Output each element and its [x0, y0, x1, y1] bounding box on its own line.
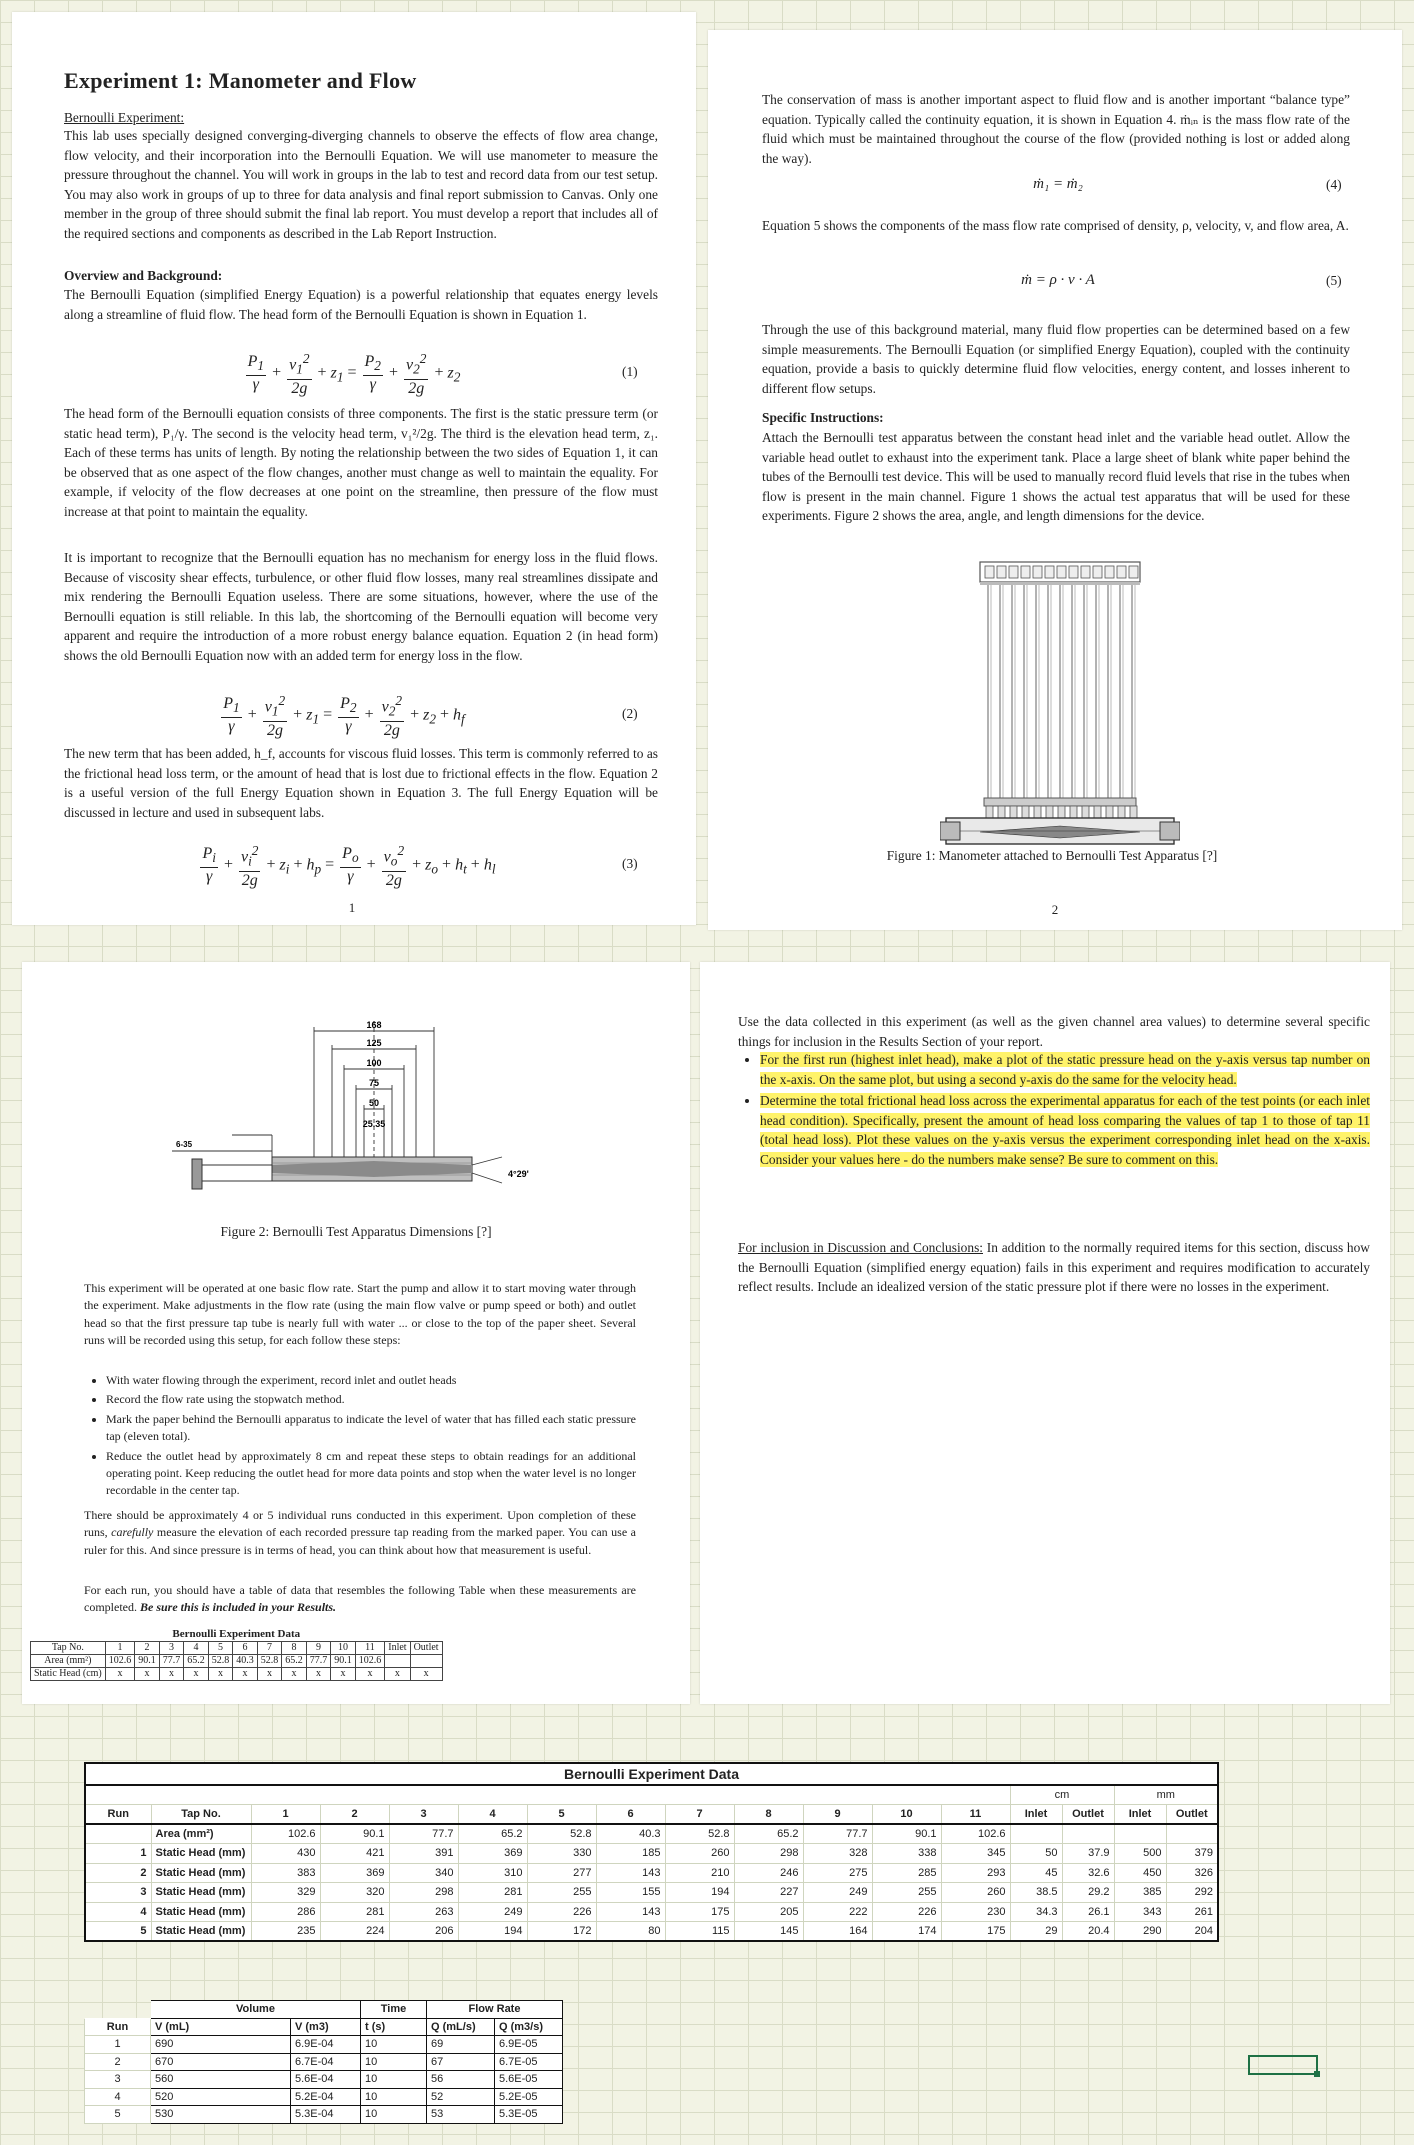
sample-cell: 9	[306, 1641, 331, 1654]
sample-cell: 102.6	[355, 1654, 385, 1667]
static-head-cell[interactable]: 175	[941, 1922, 1010, 1942]
static-head-cell[interactable]: 115	[665, 1922, 734, 1942]
sample-table-row	[31, 1654, 443, 1667]
sample-cell: x	[184, 1667, 209, 1680]
flow-rate-cell[interactable]: 690	[151, 2036, 291, 2054]
runs-paragraph	[84, 1507, 636, 1559]
sample-cell: x	[257, 1667, 282, 1680]
sample-cell: 3	[159, 1641, 184, 1654]
procedure-step: • Mark the paper behind the Bernoulli apparatus to indicate the level of water that has filled each static pressure tap (eleven total).	[106, 1411, 636, 1446]
flow-rate-cell[interactable]: 4	[85, 2088, 151, 2106]
flow-rate-cell[interactable]: 53	[427, 2106, 495, 2124]
dim-angle-label: 4°29'	[508, 1169, 529, 1179]
table-instruction-text: For each run, you should have a table of data that resembles the following Table when these measurements are completed.	[84, 1583, 636, 1615]
flow-rate-cell[interactable]: 69	[427, 2036, 495, 2054]
dim-100-label: 100	[366, 1058, 382, 1068]
flow-rate-group-header: Flow Rate	[427, 2001, 563, 2019]
static-head-cell[interactable]: 379	[1166, 1844, 1218, 1864]
header-cell: 6	[596, 1805, 665, 1825]
header-cell: Inlet	[1010, 1805, 1062, 1825]
document-page-4	[700, 962, 1390, 1704]
flow-rate-cell[interactable]: 10	[361, 2088, 427, 2106]
header-cell: 9	[803, 1805, 872, 1825]
static-head-cell[interactable]: 206	[389, 1922, 458, 1942]
sample-cell: 90.1	[331, 1654, 356, 1667]
runs-text-emphasis: carefully	[111, 1525, 154, 1540]
dim-side-label: 6-35	[176, 1140, 193, 1149]
equation-4: ṁ₁ = ṁ₂	[1033, 176, 1083, 192]
static-head-cell[interactable]: 29	[1010, 1922, 1062, 1942]
area-cell: 77.7	[389, 1824, 458, 1844]
sample-cell: 7	[257, 1641, 282, 1654]
static-head-cell[interactable]: 430	[251, 1844, 320, 1864]
document-page-2	[708, 30, 1402, 930]
sample-cell: 6	[233, 1641, 258, 1654]
sample-cell: 77.7	[306, 1654, 331, 1667]
static-head-cell[interactable]: 275	[803, 1863, 872, 1883]
flow-rate-cell[interactable]: 6.7E-05	[495, 2053, 563, 2071]
run-number-cell[interactable]: 3	[85, 1883, 151, 1903]
sample-cell: 40.3	[233, 1654, 258, 1667]
time-group-header: Time	[361, 2001, 427, 2019]
static-head-cell[interactable]: 246	[734, 1863, 803, 1883]
procedure-steps-list	[84, 1372, 636, 1502]
static-head-cell[interactable]: 292	[1166, 1883, 1218, 1903]
flow-rate-cell[interactable]: 5.2E-04	[291, 2088, 361, 2106]
header-cell: 2	[320, 1805, 389, 1825]
header-cell: Inlet	[1114, 1805, 1166, 1825]
static-head-cell[interactable]: 281	[320, 1902, 389, 1922]
static-head-cell[interactable]: 185	[596, 1844, 665, 1864]
static-head-row	[85, 1844, 1218, 1864]
static-head-cell[interactable]: 26.1	[1062, 1902, 1114, 1922]
static-head-cell[interactable]: 249	[803, 1883, 872, 1903]
sample-cell: 1	[105, 1641, 135, 1654]
header-cell: 5	[527, 1805, 596, 1825]
area-cell: 90.1	[320, 1824, 389, 1844]
static-head-cell[interactable]: 143	[596, 1863, 665, 1883]
static-head-cell[interactable]: 298	[389, 1883, 458, 1903]
static-head-row	[85, 1922, 1218, 1942]
static-head-row	[85, 1902, 1218, 1922]
sample-cell: Inlet	[385, 1641, 410, 1654]
flow-rate-row	[85, 2053, 563, 2071]
page-number-2: 2	[1051, 902, 1059, 917]
sample-cell: 8	[282, 1641, 307, 1654]
static-head-cell[interactable]: 286	[251, 1902, 320, 1922]
static-head-cell[interactable]: 369	[320, 1863, 389, 1883]
procedure-step: • Reduce the outlet head by approximately 8 cm and repeat these steps to obtain readings for an additional operating point. Keep reducing the outlet head for more data points and stop when the water level is no longer recordable in the center tap.	[106, 1448, 636, 1500]
header-cell: 8	[734, 1805, 803, 1825]
dim-125-label: 125	[366, 1038, 382, 1048]
equation-2: $\frac{P_1}{\gamma}$ + $\frac{v_1^2}{2g}$ + $z_1$ = $\frac{P_2}{\gamma}$ + $\frac{v_2^2}{2g}$ + $z_2 + h_f$	[223, 693, 465, 739]
figure-1-caption: Figure 1: Manometer attached to Bernoulli Test Apparatus [?]	[886, 848, 1218, 863]
flow-rate-cell[interactable]: 670	[151, 2053, 291, 2071]
static-head-cell[interactable]: 290	[1114, 1922, 1166, 1942]
flow-rate-cell[interactable]: 520	[151, 2088, 291, 2106]
static-head-cell[interactable]: 29.2	[1062, 1883, 1114, 1903]
static-head-cell[interactable]: 281	[458, 1883, 527, 1903]
dim-168-label: 168	[366, 1020, 382, 1030]
background-paragraph: Through the use of this background material, many fluid flow properties can be determined based on a few simple measurements. The Bernoulli Equation (or simplified Energy Equation), coupled with the continuity equation, provide a basis to quickly determine fluid flow velocities, energy content, and losses inherent to different flow setups.	[762, 322, 1350, 396]
static-head-row	[85, 1883, 1218, 1903]
static-head-cell[interactable]: 343	[1114, 1902, 1166, 1922]
document-title: Experiment 1: Manometer and Flow	[64, 68, 417, 93]
row-label-cell[interactable]: Static Head (mm)	[151, 1902, 251, 1922]
flow-rate-cell[interactable]: 6.7E-04	[291, 2053, 361, 2071]
results-instruction-item	[760, 1050, 1370, 1089]
static-head-cell[interactable]: 32.6	[1062, 1863, 1114, 1883]
volume-subheader: V (mL)	[151, 2018, 291, 2036]
static-head-cell[interactable]: 172	[527, 1922, 596, 1942]
static-head-cell[interactable]: 261	[1166, 1902, 1218, 1922]
bernoulli-heading: Bernoulli Experiment:	[64, 110, 185, 125]
discussion-text: In addition to the normally required items for this section, discuss how the Bernoulli Equation (simplified energy equation) fails in this experiment and requires modification to accurately reflect results. Include an idealized version of the static pressure plot if there were no losses in the experiment.	[738, 1240, 1370, 1295]
bernoulli-data-sheet	[84, 1762, 1219, 1942]
static-head-cell[interactable]: 226	[527, 1902, 596, 1922]
page-number-1: 1	[348, 900, 356, 915]
flow-rate-cell[interactable]: 52	[427, 2088, 495, 2106]
procedure-step: • With water flowing through the experiment, record inlet and outlet heads	[106, 1372, 636, 1389]
static-head-cell[interactable]: 345	[941, 1844, 1010, 1864]
run-number-cell[interactable]: 2	[85, 1863, 151, 1883]
static-head-cell[interactable]: 255	[872, 1883, 941, 1903]
volume-subheader: Q (m3/s)	[495, 2018, 563, 2036]
static-head-cell[interactable]: 230	[941, 1902, 1010, 1922]
area-cell: 102.6	[941, 1824, 1010, 1844]
sample-cell: 11	[355, 1641, 385, 1654]
results-intro-paragraph: Use the data collected in this experiment (as well as the given channel area values) to determine several specific things for inclusion in the Results Section of your report.	[738, 1014, 1370, 1049]
highlighted-text: Determine the total frictional head loss across the experimental apparatus for each of the test points (or each inlet head condition). Specifically, present the amount of head loss comparing the values of tap 1 to those of tap 11 (total head loss). Plot these values on the y-axis versus the experiment corresponding inlet head on the x-axis. Consider your values here - do the numbers make sense? Be sure to comment on this.	[760, 1093, 1370, 1167]
overview-heading: Overview and Background:	[64, 268, 223, 283]
document-page-3	[22, 962, 690, 1704]
sample-cell: x	[331, 1667, 356, 1680]
mass-conservation-paragraph: The conservation of mass is another important aspect to fluid flow and is another important “balance type” equation. Typically called the continuity equation, it is shown in Equation 4. ṁᵢₙ is the mass flow rate of the fluid which must be maintained throughout the course of the flow (provided nothing is lost or added along the way).	[762, 92, 1350, 166]
area-row	[85, 1824, 1218, 1844]
static-head-cell[interactable]: 210	[665, 1863, 734, 1883]
static-head-cell[interactable]: 145	[734, 1922, 803, 1942]
flow-rate-row	[85, 2106, 563, 2124]
flow-rate-cell[interactable]: 560	[151, 2071, 291, 2089]
static-head-cell[interactable]: 37.9	[1062, 1844, 1114, 1864]
volume-subheader: Run	[85, 2018, 151, 2036]
static-head-cell[interactable]: 338	[872, 1844, 941, 1864]
static-head-cell[interactable]: 330	[527, 1844, 596, 1864]
flow-rate-row	[85, 2088, 563, 2106]
equation-5-intro: Equation 5 shows the components of the mass flow rate comprised of density, ρ, velocity, v, and flow area, A.	[762, 218, 1349, 233]
row-label-cell[interactable]: Static Head (mm)	[151, 1863, 251, 1883]
volume-group-header: Volume	[151, 2001, 361, 2019]
sample-cell	[385, 1654, 410, 1667]
new-term-paragraph: The new term that has been added, h_f, accounts for viscous fluid losses. This term is commonly referred to as the frictional head loss term, or the amount of head that is lost due to frictional effects in the flow. Equation 2 is a useful version of the full Energy Equation shown in Equation 3. The full Energy Equation will be discussed in lecture and used in subsequent labs.	[64, 746, 658, 820]
flow-rate-cell[interactable]: 10	[361, 2053, 427, 2071]
sample-cell: 52.8	[257, 1654, 282, 1667]
header-cell: 1	[251, 1805, 320, 1825]
static-head-cell[interactable]: 385	[1114, 1883, 1166, 1903]
table-instruction-emphasis: Be sure this is included in your Results.	[139, 1600, 337, 1615]
specific-instructions-paragraph: Attach the Bernoulli test apparatus between the constant head inlet and the variable head outlet. Allow the variable head outlet to exhaust into the experiment tank. Place a large sheet of blank white paper behind the tubes of the Bernoulli test device. This will be used to manually record fluid levels that rise in the tubes when flow is present in the main channel. Figure 1 shows the actual test apparatus that will be used for these experiments. Figure 2 shows the area, angle, and length dimensions for the device.	[762, 430, 1350, 524]
equation-1-number: (1)	[622, 364, 638, 379]
equation-5-number: (5)	[1326, 273, 1342, 288]
highlighted-text: For the first run (highest inlet head), make a plot of the static pressure head on the y-axis versus tap number on the x-axis. On the same plot, but using a second y-axis do the same for the velocity head.	[760, 1052, 1370, 1087]
area-cell: 90.1	[872, 1824, 941, 1844]
static-head-cell[interactable]: 260	[941, 1883, 1010, 1903]
discussion-heading: For inclusion in Discussion and Conclusions:	[738, 1240, 983, 1255]
header-cell: 10	[872, 1805, 941, 1825]
sample-cell: 77.7	[159, 1654, 184, 1667]
static-head-cell[interactable]: 38.5	[1010, 1883, 1062, 1903]
area-cell: 65.2	[458, 1824, 527, 1844]
row-label-cell[interactable]: Static Head (mm)	[151, 1883, 251, 1903]
flow-rate-cell[interactable]: 5.6E-05	[495, 2071, 563, 2089]
sample-cell: x	[105, 1667, 135, 1680]
static-head-cell[interactable]: 224	[320, 1922, 389, 1942]
sample-cell: 102.6	[105, 1654, 135, 1667]
static-head-cell[interactable]: 194	[458, 1922, 527, 1942]
static-head-cell[interactable]: 383	[251, 1863, 320, 1883]
sample-cell: 52.8	[208, 1654, 233, 1667]
flow-rate-cell[interactable]: 5.3E-04	[291, 2106, 361, 2124]
static-head-cell[interactable]: 320	[320, 1883, 389, 1903]
intro-paragraph: This lab uses specially designed converging-diverging channels to observe the effects of flow area change, flow velocity, and their incorporation into the Bernoulli Equation. We will use manometer to measure the pressure throughout the channel. You will work in groups in the lab to test and record data from our test setup. You may also work in groups of up to three for data analysis and final report submission to Canvas. Only one member in the group of three should submit the final lab report. You must develop a report that includes all of the required sections and components as described in the Lab Report Instruction.	[64, 128, 658, 241]
static-head-cell[interactable]: 175	[665, 1902, 734, 1922]
results-instruction-item	[760, 1091, 1370, 1169]
unit-mm-header: mm	[1114, 1785, 1218, 1805]
flow-rate-cell[interactable]: 10	[361, 2071, 427, 2089]
volume-subheader: Q (mL/s)	[427, 2018, 495, 2036]
sample-cell: 65.2	[282, 1654, 307, 1667]
equation-3: $\frac{P_i}{\gamma}$ + $\frac{v_i^2}{2g}$ + $z_i + h_p$ = $\frac{P_o}{\gamma}$ + $\frac{v_o^2}{2g}$ + $z_o + h_t + h_l$	[202, 843, 496, 889]
static-head-cell[interactable]: 205	[734, 1902, 803, 1922]
static-head-cell[interactable]: 255	[527, 1883, 596, 1903]
specific-instructions-heading: Specific Instructions:	[762, 410, 884, 425]
flow-rate-cell[interactable]: 5	[85, 2106, 151, 2124]
sample-cell: x	[282, 1667, 307, 1680]
dim-75-label: 75	[368, 1078, 380, 1088]
flow-rate-cell[interactable]: 10	[361, 2106, 427, 2124]
procedure-step: • Record the flow rate using the stopwatch method.	[106, 1391, 636, 1408]
dim-50-label: 50	[368, 1098, 380, 1108]
static-head-cell[interactable]: 204	[1166, 1922, 1218, 1942]
sample-cell: x	[355, 1667, 385, 1680]
static-head-cell[interactable]: 277	[527, 1863, 596, 1883]
fill-handle[interactable]	[1314, 2071, 1320, 2077]
header-cell: Run	[85, 1805, 151, 1825]
flow-rate-cell[interactable]: 67	[427, 2053, 495, 2071]
flow-rate-row	[85, 2036, 563, 2054]
head-form-paragraph: The head form of the Bernoulli equation consists of three components. The first is the static pressure term (or static head term), P₁/γ. The second is the velocity head term, v₁²/2g. The third is the elevation head term, z₁. Each of these terms has units of length. By noting the relationship between the two sides of Equation 1, it can be observed that as one aspect of the flow changes, another must change as well to maintain the equality. For example, if velocity of the flow decreases at one point on the streamline, then pressure of the flow must increase at that point to maintain the equality.	[64, 406, 658, 519]
sample-cell	[410, 1654, 442, 1667]
static-head-cell[interactable]: 328	[803, 1844, 872, 1864]
flow-rate-cell[interactable]: 3	[85, 2071, 151, 2089]
volume-subheader: V (m3)	[291, 2018, 361, 2036]
flow-rate-cell[interactable]: 56	[427, 2071, 495, 2089]
area-cell: 40.3	[596, 1824, 665, 1844]
static-head-cell[interactable]: 450	[1114, 1863, 1166, 1883]
static-head-cell[interactable]: 329	[251, 1883, 320, 1903]
sample-cell: Outlet	[410, 1641, 442, 1654]
static-head-cell[interactable]: 326	[1166, 1863, 1218, 1883]
flow-rate-cell[interactable]: 10	[361, 2036, 427, 2054]
energy-loss-paragraph: It is important to recognize that the Bernoulli equation has no mechanism for energy loss in the fluid flows. Because of viscosity shear effects, turbulence, or other fluid flow losses, many real streamlines dissipate and mix rendering the Bernoulli Equation useless. There are some situations, however, where the use of the Bernoulli equation is still reliable. In this lab, the shortcoming of the Bernoulli equation will become very apparent and require the introduction of a more robust energy balance equation. Equation 2 (in head form) shows the old Bernoulli Equation now with an added term for energy loss in the flow.	[64, 550, 658, 663]
document-page-1	[12, 12, 696, 925]
static-head-cell[interactable]: 263	[389, 1902, 458, 1922]
operation-paragraph: This experiment will be operated at one basic flow rate. Start the pump and allow it to start moving water through the experiment. Make adjustments in the flow rate (using the main flow valve or pump speed or both) and outlet head so that the first pressure tap tube is nearly full with water ... or close to the top of the paper sheet. Several runs will be recorded using this setup, for each follow these steps:	[84, 1281, 636, 1348]
sample-cell: 90.1	[135, 1654, 160, 1667]
figure-2-caption: Figure 2: Bernoulli Test Apparatus Dimensions [?]	[220, 1224, 492, 1239]
apparatus-dimensions-figure	[172, 1017, 562, 1227]
area-cell: 65.2	[734, 1824, 803, 1844]
sample-cell: 2	[135, 1641, 160, 1654]
static-head-cell[interactable]: 45	[1010, 1863, 1062, 1883]
overview-paragraph: The Bernoulli Equation (simplified Energy Equation) is a powerful relationship that equates energy levels along a streamline of fluid flow. The head form of the Bernoulli Equation is shown in Equation 1.	[64, 287, 658, 322]
sample-cell: x	[208, 1667, 233, 1680]
static-head-cell[interactable]: 298	[734, 1844, 803, 1864]
flow-rate-table	[84, 2000, 563, 2124]
sample-cell: 5	[208, 1641, 233, 1654]
equation-1: $\frac{P_1}{\gamma}$ + $\frac{v_1^2}{2g}$ + $z_1$ = $\frac{P_2}{\gamma}$ + $\frac{v_2^2}{2g}$ + $z_2$	[247, 351, 461, 397]
static-head-cell[interactable]: 421	[320, 1844, 389, 1864]
run-number-cell[interactable]: 5	[85, 1922, 151, 1942]
static-head-cell[interactable]: 369	[458, 1844, 527, 1864]
area-cell: 77.7	[803, 1824, 872, 1844]
static-head-cell[interactable]: 235	[251, 1922, 320, 1942]
static-head-cell[interactable]: 285	[872, 1863, 941, 1883]
static-head-cell[interactable]: 226	[872, 1902, 941, 1922]
flow-rate-cell[interactable]: 6.9E-04	[291, 2036, 361, 2054]
static-head-cell[interactable]: 34.3	[1010, 1902, 1062, 1922]
flow-rate-cell[interactable]: 5.3E-05	[495, 2106, 563, 2124]
sample-cell: 4	[184, 1641, 209, 1654]
sample-cell: Area (mm²)	[31, 1654, 106, 1667]
manometer-apparatus-figure	[940, 560, 1180, 860]
header-cell: Tap No.	[151, 1805, 251, 1825]
dim-25-label: 25.35	[362, 1119, 386, 1129]
header-cell: 4	[458, 1805, 527, 1825]
sample-cell: Tap No.	[31, 1641, 106, 1654]
selected-cell[interactable]	[1248, 2055, 1318, 2075]
static-head-cell[interactable]: 340	[389, 1863, 458, 1883]
static-head-cell[interactable]: 391	[389, 1844, 458, 1864]
sheet-header-row	[85, 1805, 1218, 1825]
run-number-cell[interactable]: 1	[85, 1844, 151, 1864]
run-number-cell[interactable]: 4	[85, 1902, 151, 1922]
static-head-cell[interactable]: 20.4	[1062, 1922, 1114, 1942]
sample-cell: 65.2	[184, 1654, 209, 1667]
runs-text-a: There should be approximately 4 or 5 individual runs conducted in this experiment. Upon completion of these runs,	[84, 1508, 636, 1540]
flow-rate-cell[interactable]: 6.9E-05	[495, 2036, 563, 2054]
flow-rate-cell[interactable]: 530	[151, 2106, 291, 2124]
sample-cell: 10	[331, 1641, 356, 1654]
header-cell: Outlet	[1062, 1805, 1114, 1825]
unit-cm-header: cm	[1010, 1785, 1114, 1805]
sample-data-table	[30, 1628, 443, 1681]
flow-rate-row	[85, 2071, 563, 2089]
area-cell: 52.8	[527, 1824, 596, 1844]
flow-rate-cell[interactable]: 2	[85, 2053, 151, 2071]
area-cell: 102.6	[251, 1824, 320, 1844]
sample-table-row	[31, 1641, 443, 1654]
sample-cell: Static Head (cm)	[31, 1667, 106, 1680]
table-instruction-paragraph	[84, 1582, 636, 1617]
volume-subheader: t (s)	[361, 2018, 427, 2036]
sample-table-title: Bernoulli Experiment Data	[172, 1628, 301, 1641]
sample-cell: x	[233, 1667, 258, 1680]
equation-3-number: (3)	[622, 856, 638, 871]
sample-cell: x	[159, 1667, 184, 1680]
static-head-cell[interactable]: 249	[458, 1902, 527, 1922]
equation-5: ṁ = ρ · v · A	[1021, 272, 1095, 288]
sample-table-row	[31, 1667, 443, 1680]
sample-cell: x	[135, 1667, 160, 1680]
equation-4-number: (4)	[1326, 177, 1342, 192]
discussion-paragraph	[738, 1238, 1370, 1297]
row-label-cell[interactable]: Static Head (mm)	[151, 1844, 251, 1864]
static-head-cell[interactable]: 293	[941, 1863, 1010, 1883]
row-label-cell[interactable]: Static Head (mm)	[151, 1922, 251, 1942]
header-cell: Outlet	[1166, 1805, 1218, 1825]
static-head-cell[interactable]: 155	[596, 1883, 665, 1903]
static-head-cell[interactable]: 260	[665, 1844, 734, 1864]
sample-cell: x	[306, 1667, 331, 1680]
flow-rate-cell[interactable]: 5.2E-05	[495, 2088, 563, 2106]
static-head-cell[interactable]: 164	[803, 1922, 872, 1942]
sample-cell: x	[410, 1667, 442, 1680]
area-label: Area (mm²)	[151, 1824, 251, 1844]
sheet-title: Bernoulli Experiment Data	[85, 1763, 1218, 1785]
static-head-cell[interactable]: 310	[458, 1863, 527, 1883]
runs-text-b: measure the elevation of each recorded pressure tap reading from the marked paper. You can use a ruler for this. And since pressure is in terms of head, you can think about how that measurement is useful.	[84, 1525, 637, 1557]
results-instructions-list	[738, 1050, 1370, 1172]
static-head-cell[interactable]: 174	[872, 1922, 941, 1942]
header-cell: 3	[389, 1805, 458, 1825]
static-head-cell[interactable]: 222	[803, 1902, 872, 1922]
header-cell: 7	[665, 1805, 734, 1825]
static-head-cell[interactable]: 194	[665, 1883, 734, 1903]
area-cell: 52.8	[665, 1824, 734, 1844]
static-head-cell[interactable]: 50	[1010, 1844, 1062, 1864]
flow-rate-cell[interactable]: 1	[85, 2036, 151, 2054]
equation-2-number: (2)	[622, 706, 638, 721]
flow-rate-cell[interactable]: 5.6E-04	[291, 2071, 361, 2089]
static-head-cell[interactable]: 143	[596, 1902, 665, 1922]
static-head-cell[interactable]: 80	[596, 1922, 665, 1942]
header-cell: 11	[941, 1805, 1010, 1825]
static-head-cell[interactable]: 227	[734, 1883, 803, 1903]
static-head-cell[interactable]: 500	[1114, 1844, 1166, 1864]
static-head-row	[85, 1863, 1218, 1883]
sample-cell: x	[385, 1667, 410, 1680]
